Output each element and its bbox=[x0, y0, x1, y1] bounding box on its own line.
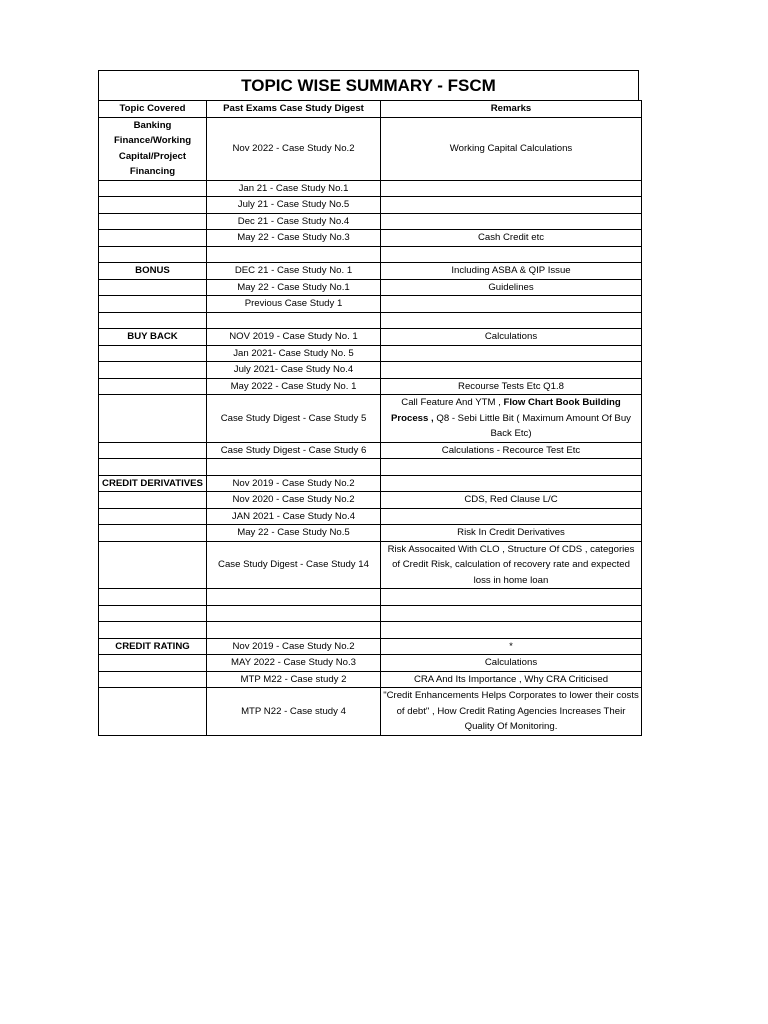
remarks-cell: Risk Assocaited With CLO , Structure Of CDS , categories of Credit Risk, calculation of recovery rate and expected loss in home loan bbox=[381, 541, 642, 589]
remarks-cell bbox=[381, 475, 642, 492]
topic-cell bbox=[99, 395, 207, 443]
table-row bbox=[99, 508, 642, 525]
table-row bbox=[99, 117, 642, 180]
table-row bbox=[99, 688, 642, 736]
topic-cell bbox=[99, 180, 207, 197]
topic-cell: Banking Finance/Working Capital/Project Financing bbox=[99, 117, 207, 180]
study-cell: Previous Case Study 1 bbox=[207, 296, 381, 313]
table-row bbox=[99, 230, 642, 247]
remarks-cell: CRA And Its Importance , Why CRA Criticised bbox=[381, 671, 642, 688]
remarks-cell bbox=[381, 362, 642, 379]
study-cell: July 21 - Case Study No.5 bbox=[207, 197, 381, 214]
study-cell: Jan 21 - Case Study No.1 bbox=[207, 180, 381, 197]
remarks-cell bbox=[381, 395, 642, 443]
remarks-cell: Risk In Credit Derivatives bbox=[381, 525, 642, 542]
study-cell: MAY 2022 - Case Study No.3 bbox=[207, 655, 381, 672]
topic-cell: CREDIT RATING bbox=[99, 638, 207, 655]
study-cell: NOV 2019 - Case Study No. 1 bbox=[207, 329, 381, 346]
study-cell bbox=[207, 312, 381, 329]
table-row bbox=[99, 459, 642, 476]
remarks-cell: Calculations bbox=[381, 655, 642, 672]
remarks-cell bbox=[381, 296, 642, 313]
table-row bbox=[99, 312, 642, 329]
table-row bbox=[99, 378, 642, 395]
study-cell bbox=[207, 246, 381, 263]
remarks-cell bbox=[381, 312, 642, 329]
table-row bbox=[99, 395, 642, 443]
header-remarks: Remarks bbox=[381, 101, 642, 118]
study-cell: MTP M22 - Case study 2 bbox=[207, 671, 381, 688]
topic-cell bbox=[99, 508, 207, 525]
topic-cell bbox=[99, 688, 207, 736]
remarks-cell: * bbox=[381, 638, 642, 655]
table-row bbox=[99, 541, 642, 589]
table-row bbox=[99, 605, 642, 622]
study-cell bbox=[207, 589, 381, 606]
table-row bbox=[99, 197, 642, 214]
topic-cell bbox=[99, 655, 207, 672]
topic-cell bbox=[99, 345, 207, 362]
remarks-cell bbox=[381, 345, 642, 362]
table-row bbox=[99, 345, 642, 362]
remarks-cell: Guidelines bbox=[381, 279, 642, 296]
topic-cell bbox=[99, 378, 207, 395]
remarks-cell: Calculations bbox=[381, 329, 642, 346]
topic-cell bbox=[99, 246, 207, 263]
table-row bbox=[99, 492, 642, 509]
remarks-cell bbox=[381, 589, 642, 606]
table-row bbox=[99, 279, 642, 296]
study-cell: Jan 2021- Case Study No. 5 bbox=[207, 345, 381, 362]
study-cell: May 22 - Case Study No.5 bbox=[207, 525, 381, 542]
study-cell bbox=[207, 605, 381, 622]
table-row bbox=[99, 655, 642, 672]
remarks-cell: "Credit Enhancements Helps Corporates to lower their costs of debt" , How Credit Rating Agencies Increases Their Quality Of Monitoring. bbox=[381, 688, 642, 736]
topic-cell bbox=[99, 362, 207, 379]
remarks-cell bbox=[381, 459, 642, 476]
topic-cell bbox=[99, 492, 207, 509]
summary-sheet bbox=[98, 70, 641, 736]
table-row bbox=[99, 296, 642, 313]
study-cell: May 2022 - Case Study No. 1 bbox=[207, 378, 381, 395]
remarks-cell: Recourse Tests Etc Q1.8 bbox=[381, 378, 642, 395]
table-row bbox=[99, 638, 642, 655]
remarks-bold-text: Flow Chart Book Building Process , bbox=[391, 397, 621, 424]
table-row bbox=[99, 180, 642, 197]
remarks-text: Q8 - Sebi Little Bit ( Maximum Amount Of Buy Back Etc) bbox=[436, 412, 631, 439]
study-cell: Case Study Digest - Case Study 6 bbox=[207, 442, 381, 459]
study-cell: July 2021- Case Study No.4 bbox=[207, 362, 381, 379]
table-row bbox=[99, 246, 642, 263]
study-cell bbox=[207, 459, 381, 476]
study-cell: May 22 - Case Study No.1 bbox=[207, 279, 381, 296]
study-cell: Nov 2019 - Case Study No.2 bbox=[207, 475, 381, 492]
topic-cell bbox=[99, 605, 207, 622]
topic-cell bbox=[99, 312, 207, 329]
remarks-cell: CDS, Red Clause L/C bbox=[381, 492, 642, 509]
topic-cell: CREDIT DERIVATIVES bbox=[99, 475, 207, 492]
topic-cell bbox=[99, 213, 207, 230]
table-row bbox=[99, 671, 642, 688]
topic-cell bbox=[99, 525, 207, 542]
topic-cell bbox=[99, 622, 207, 639]
topic-cell bbox=[99, 230, 207, 247]
topic-cell bbox=[99, 459, 207, 476]
sheet-title: TOPIC WISE SUMMARY - FSCM bbox=[98, 70, 639, 100]
study-cell: Nov 2019 - Case Study No.2 bbox=[207, 638, 381, 655]
remarks-cell: Cash Credit etc bbox=[381, 230, 642, 247]
study-cell: May 22 - Case Study No.3 bbox=[207, 230, 381, 247]
table-row bbox=[99, 329, 642, 346]
topic-cell bbox=[99, 197, 207, 214]
topic-cell bbox=[99, 279, 207, 296]
table-row bbox=[99, 589, 642, 606]
study-cell: Nov 2022 - Case Study No.2 bbox=[207, 117, 381, 180]
table-row bbox=[99, 475, 642, 492]
table-row bbox=[99, 362, 642, 379]
topic-cell bbox=[99, 442, 207, 459]
topic-cell: BUY BACK bbox=[99, 329, 207, 346]
table-row bbox=[99, 622, 642, 639]
study-cell: DEC 21 - Case Study No. 1 bbox=[207, 263, 381, 280]
topic-cell bbox=[99, 671, 207, 688]
header-study: Past Exams Case Study Digest bbox=[207, 101, 381, 118]
topic-cell bbox=[99, 589, 207, 606]
remarks-cell bbox=[381, 197, 642, 214]
remarks-cell bbox=[381, 180, 642, 197]
remarks-cell bbox=[381, 246, 642, 263]
remarks-cell bbox=[381, 213, 642, 230]
remarks-cell bbox=[381, 605, 642, 622]
remarks-cell: Working Capital Calculations bbox=[381, 117, 642, 180]
remarks-cell bbox=[381, 508, 642, 525]
table-row bbox=[99, 263, 642, 280]
study-cell bbox=[207, 622, 381, 639]
study-cell: Nov 2020 - Case Study No.2 bbox=[207, 492, 381, 509]
remarks-cell: Calculations - Recource Test Etc bbox=[381, 442, 642, 459]
topic-cell bbox=[99, 541, 207, 589]
study-cell: Dec 21 - Case Study No.4 bbox=[207, 213, 381, 230]
header-row bbox=[99, 101, 642, 118]
study-cell: Case Study Digest - Case Study 5 bbox=[207, 395, 381, 443]
remarks-cell: Including ASBA & QIP Issue bbox=[381, 263, 642, 280]
header-topic: Topic Covered bbox=[99, 101, 207, 118]
topic-cell: BONUS bbox=[99, 263, 207, 280]
study-cell: JAN 2021 - Case Study No.4 bbox=[207, 508, 381, 525]
table-row bbox=[99, 442, 642, 459]
study-cell: Case Study Digest - Case Study 14 bbox=[207, 541, 381, 589]
topic-cell bbox=[99, 296, 207, 313]
summary-table bbox=[98, 100, 642, 736]
table-row bbox=[99, 525, 642, 542]
table-row bbox=[99, 213, 642, 230]
remarks-text: Call Feature And YTM , bbox=[401, 397, 504, 408]
remarks-cell bbox=[381, 622, 642, 639]
study-cell: MTP N22 - Case study 4 bbox=[207, 688, 381, 736]
